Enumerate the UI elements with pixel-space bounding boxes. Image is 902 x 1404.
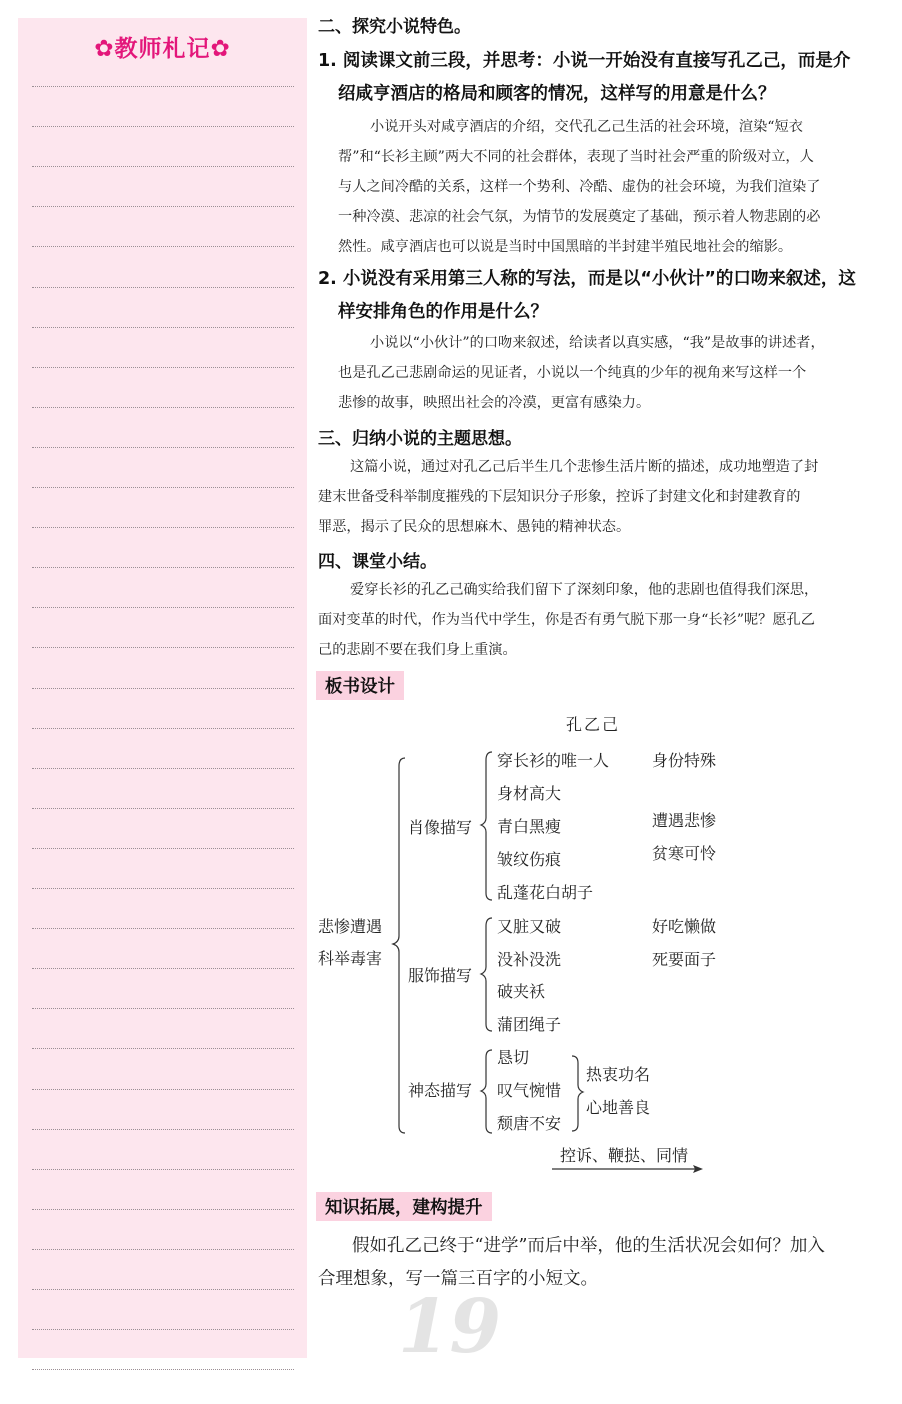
portrait-item: 乱蓬花白胡子 <box>497 883 594 902</box>
answer-1-line: 帮”和“长衫主顾”两大不同的社会群体，表现了当时社会严重的阶级对立，人 <box>338 149 814 165</box>
section4-line: 己的悲剧不要在我们身上重演。 <box>318 642 517 658</box>
question-1-line1: 1. 阅读课文前三段，并思考：小说一开始没有直接写孔乙己，而是介 <box>318 51 851 71</box>
answer-1-line: 小说开头对咸亨酒店的介绍，交代孔乙己生活的社会环境，渲染“短衣 <box>370 119 803 135</box>
portrait-item: 皱纹伤痕 <box>497 850 562 869</box>
clothing-note: 死要面子 <box>652 950 717 969</box>
question-2-line2: 样安排角色的作用是什么？ <box>338 302 548 322</box>
section4-line: 面对变革的时代，作为当代中学生，你是否有勇气脱下那一身“长衫”呢？愿孔乙 <box>318 612 815 628</box>
answer-2-line: 小说以“小伙计”的口吻来叙述，给读者以真实感，“我”是故事的讲述者， <box>370 335 825 351</box>
answer-2-line: 悲惨的故事，映照出社会的冷漠，更富有感染力。 <box>338 395 651 411</box>
question-1-line2: 绍咸亨酒店的格局和顾客的情况，这样写的用意是什么？ <box>338 84 776 104</box>
clothing-item: 没补没洗 <box>497 950 562 969</box>
question-2-line1: 2. 小说没有采用第三人称的写法，而是以“小伙计”的口吻来叙述，这 <box>318 269 856 289</box>
section3-line: 罪恶，揭示了民众的思想麻木、愚钝的精神状态。 <box>318 519 631 535</box>
section4-heading: 四、课堂小结。 <box>318 552 437 572</box>
portrait-note: 贫寒可怜 <box>652 844 717 863</box>
portrait-item: 穿长衫的唯一人 <box>497 751 610 770</box>
section3-line: 建末世备受科举制度摧残的下层知识分子形象，控诉了封建文化和封建教育的 <box>318 489 801 505</box>
manner-item: 叹气惋惜 <box>497 1081 562 1100</box>
branch-manner: 神态描写 <box>408 1081 473 1100</box>
board-design-tag: 板书设计 <box>316 671 404 700</box>
portrait-note: 遭遇悲惨 <box>652 811 717 830</box>
section3-line: 这篇小说，通过对孔乙己后半生几个悲惨生活片断的描述，成功地塑造了封 <box>350 459 819 475</box>
board-left-line1: 悲惨遭遇 <box>318 917 383 936</box>
sidebar-title: ✿教师札记✿ <box>94 36 231 62</box>
clothing-item: 破夹袄 <box>497 982 546 1001</box>
extension-tag: 知识拓展，建构提升 <box>316 1192 492 1221</box>
section3-heading: 三、归纳小说的主题思想。 <box>318 429 522 449</box>
portrait-item: 青白黑瘦 <box>497 817 562 836</box>
manner-item: 恳切 <box>497 1048 530 1067</box>
section4-line: 爱穿长衫的孔乙己确实给我们留下了深刻印象，他的悲剧也值得我们深思， <box>350 582 819 598</box>
section2-heading: 二、探究小说特色。 <box>318 17 471 37</box>
branch-clothing: 服饰描写 <box>408 966 473 985</box>
portrait-item: 身材高大 <box>497 784 562 803</box>
answer-1-line: 一种冷漠、悲凉的社会气氛，为情节的发展奠定了基础，预示着人物悲剧的必 <box>338 209 821 225</box>
clothing-note: 好吃懒做 <box>652 917 717 936</box>
manner-note: 热衷功名 <box>586 1065 651 1084</box>
manner-note: 心地善良 <box>586 1098 651 1117</box>
board-left-line2: 科举毒害 <box>318 949 383 968</box>
extension-line1: 假如孔乙己终于“进学”而后中举，他的生活状况会如何？加入 <box>352 1236 825 1256</box>
answer-1-line: 然性。咸亨酒店也可以说是当时中国黑暗的半封建半殖民地社会的缩影。 <box>338 239 793 255</box>
board-title: 孔乙己 <box>566 715 621 734</box>
arrow-label: 控诉、鞭挞、同情 <box>560 1146 689 1165</box>
branch-portrait: 肖像描写 <box>408 818 473 837</box>
answer-1-line: 与人之间冷酷的关系，这样一个势利、冷酷、虚伪的社会环境，为我们渲染了 <box>338 179 821 195</box>
extension-line2: 合理想象，写一篇三百字的小短文。 <box>318 1269 598 1289</box>
page-number: 19 <box>398 1284 501 1370</box>
manner-item: 颓唐不安 <box>497 1114 562 1133</box>
clothing-item: 又脏又破 <box>497 917 562 936</box>
portrait-note: 身份特殊 <box>652 751 717 770</box>
answer-2-line: 也是孔乙己悲剧命运的见证者，小说以一个纯真的少年的视角来写这样一个 <box>338 365 807 381</box>
clothing-item: 蒲团绳子 <box>497 1015 562 1034</box>
